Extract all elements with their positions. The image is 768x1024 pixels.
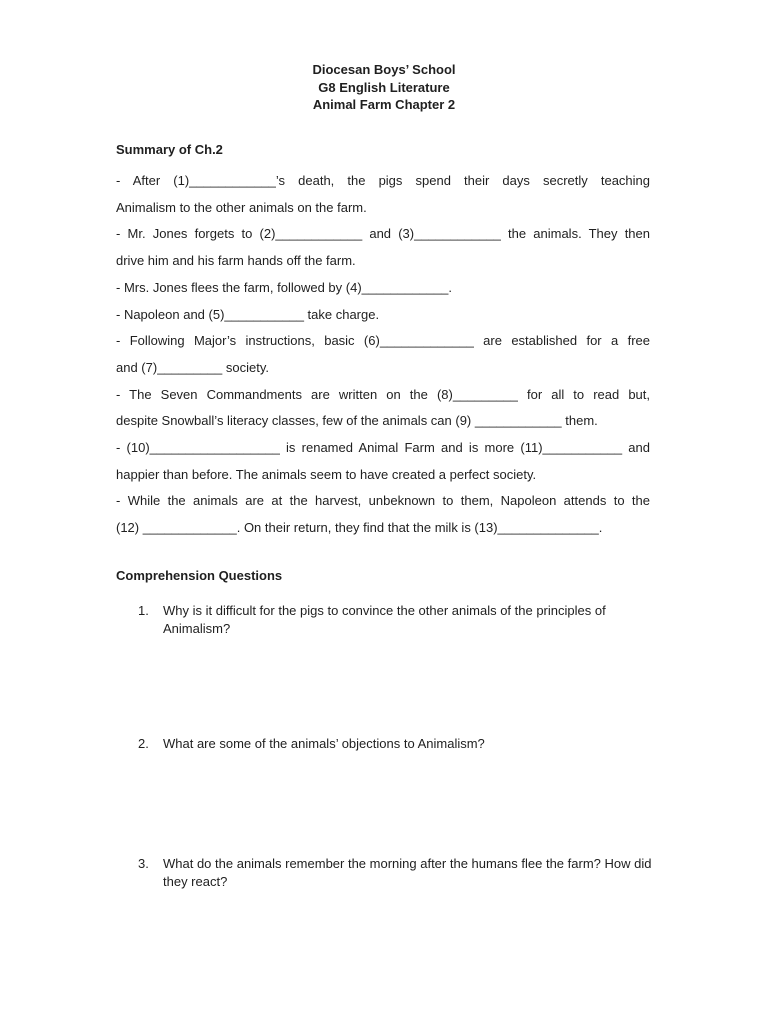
- summary-line: - Mr. Jones forgets to (2)____________ and (3)____________ the animals. They then: [116, 226, 650, 242]
- summary-line: - Napoleon and (5)___________ take charge.: [116, 306, 380, 322]
- question-text: Why is it difficult for the pigs to convince the other animals of the principles of Animalism?: [163, 603, 606, 636]
- question-number: 3.: [138, 856, 149, 871]
- summary-line: - After (1)____________’s death, the pigs spend their days secretly teaching: [116, 173, 650, 188]
- summary-line: Animalism to the other animals on the farm.: [116, 199, 367, 215]
- summary-line: and (7)_________ society.: [116, 359, 269, 375]
- question-text: What are some of the animals’ objections to Animalism?: [163, 736, 485, 751]
- question-2: [138, 735, 658, 753]
- school-name: Diocesan Boys’ School: [312, 62, 456, 77]
- summary-line: drive him and his farm hands off the farm.: [116, 253, 356, 269]
- summary-section: [116, 141, 650, 542]
- summary-line: - Mrs. Jones flees the farm, followed by (4)____________.: [116, 279, 453, 295]
- summary-line: - The Seven Commandments are written on the (8)_________ for all to read but,: [116, 386, 650, 402]
- question-number: 1.: [138, 603, 149, 618]
- summary-title: Summary of Ch.2: [116, 142, 223, 157]
- summary-line: - (10)__________________ is renamed Animal Farm and is more (11)___________ and: [116, 440, 650, 456]
- comprehension-title: Comprehension Questions: [116, 568, 283, 583]
- course-name: G8 English Literature: [318, 79, 450, 95]
- document-header: [0, 61, 768, 114]
- question-1: [138, 602, 658, 638]
- question-3: [138, 855, 658, 891]
- summary-line: happier than before. The animals seem to have created a perfect society.: [116, 466, 537, 482]
- question-number: 2.: [138, 736, 149, 751]
- summary-line: - Following Major’s instructions, basic (6)_____________ are established for a free: [116, 333, 650, 349]
- chapter-title: Animal Farm Chapter 2: [312, 97, 456, 112]
- summary-line: despite Snowball’s literacy classes, few of the animals can (9) ____________ them.: [116, 413, 598, 429]
- summary-line: - While the animals are at the harvest, unbeknown to them, Napoleon attends to the: [116, 493, 650, 509]
- summary-line: (12) _____________. On their return, they find that the milk is (13)______________.: [116, 520, 603, 536]
- summary-text: [116, 168, 650, 542]
- question-text: What do the animals remember the morning after the humans flee the farm? How did they react?: [163, 856, 652, 889]
